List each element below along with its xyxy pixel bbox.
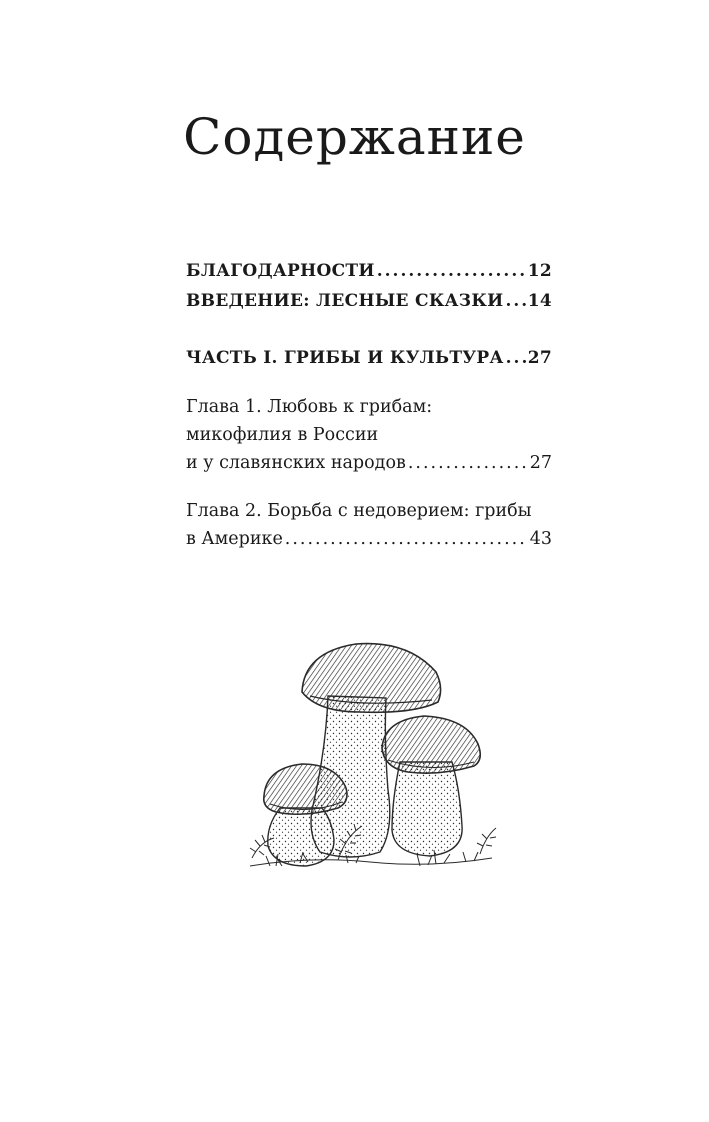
toc-entry-line: Глава 2. Борьба с недоверием: грибы bbox=[186, 501, 532, 521]
dot-leader bbox=[408, 449, 528, 477]
toc-entry-line: микофилия в России bbox=[186, 425, 379, 445]
toc-page-number: 27 bbox=[527, 348, 552, 368]
toc-page-number: 14 bbox=[527, 291, 552, 311]
toc-entry-line: Глава 1. Любовь к грибам: bbox=[186, 397, 433, 417]
toc-entry-chapter-2[interactable] bbox=[186, 497, 552, 553]
table-of-contents bbox=[186, 256, 552, 553]
toc-page-number: 27 bbox=[529, 453, 552, 473]
toc-page-number: 43 bbox=[529, 529, 552, 549]
toc-entry-line: и у славянских народов bbox=[186, 453, 406, 473]
toc-entry-label: ВВЕДЕНИЕ: ЛЕСНЫЕ СКАЗКИ bbox=[186, 291, 504, 311]
dot-leader bbox=[506, 343, 526, 373]
toc-entry-part-1[interactable] bbox=[186, 343, 552, 373]
toc-page-number: 12 bbox=[527, 261, 552, 281]
toc-entry-chapter-1[interactable] bbox=[186, 393, 552, 477]
toc-entry-introduction[interactable] bbox=[186, 286, 552, 316]
toc-entry-label: ЧАСТЬ I. ГРИБЫ И КУЛЬТУРА bbox=[186, 348, 504, 368]
dot-leader bbox=[285, 525, 528, 553]
dot-leader bbox=[505, 286, 525, 316]
porcini-mushrooms-illustration bbox=[230, 630, 510, 880]
toc-entry-line: в Америке bbox=[186, 529, 283, 549]
toc-entry-label: БЛАГОДАРНОСТИ bbox=[186, 261, 375, 281]
page-title: Содержание bbox=[183, 108, 526, 166]
dot-leader bbox=[377, 256, 526, 286]
toc-entry-acknowledgements[interactable] bbox=[186, 256, 552, 286]
